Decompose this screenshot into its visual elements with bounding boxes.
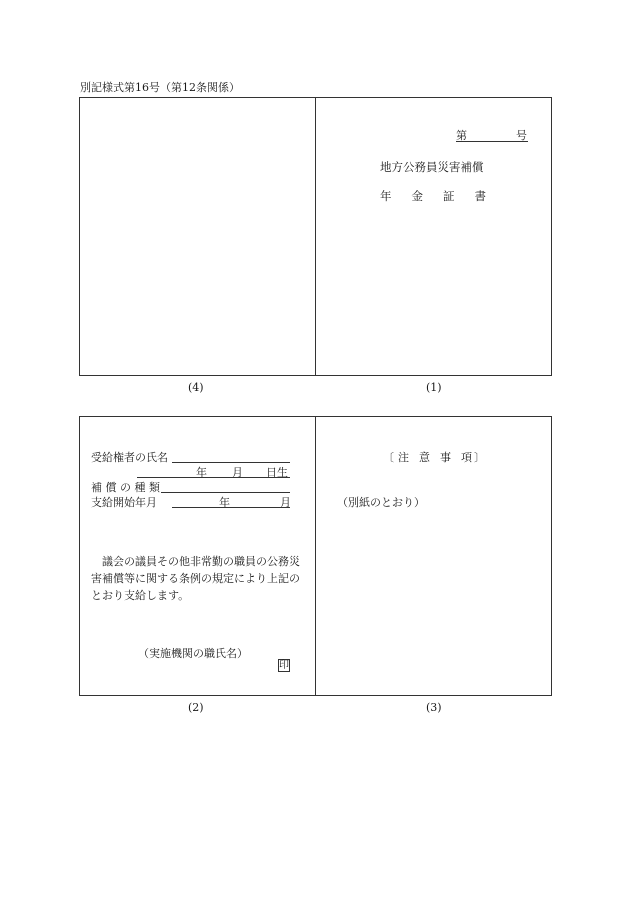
compensation-type-line (161, 492, 290, 493)
start-line (172, 507, 290, 508)
title-char: 年 (380, 189, 392, 203)
title-char: 書 (474, 189, 486, 203)
heading-char: 事 (440, 451, 451, 464)
notes-heading-close: 〕 (474, 451, 485, 464)
certificate-title-line1: 地方公務員災害補償 (380, 160, 484, 174)
agency-label: （実施機関の職氏名） (138, 647, 248, 660)
recipient-name-label: 受給権者の氏名 (91, 451, 168, 464)
caption-2: (2) (188, 701, 204, 714)
birth-year: 年 (196, 466, 207, 479)
caption-4: (4) (188, 381, 204, 394)
notes-text: （別紙のとおり） (337, 496, 425, 509)
caption-1: (1) (426, 381, 442, 394)
start-label: 支給開始年月 (91, 496, 157, 509)
number-underline (456, 141, 528, 142)
birth-date-line (137, 477, 290, 478)
compensation-type-label: 補 償 の 種 類 (91, 481, 160, 494)
title-char: 証 (443, 189, 455, 203)
birth-day: 日生 (266, 466, 288, 479)
notes-heading-open: 〔 (383, 451, 394, 464)
number-suffix: 号 (516, 129, 527, 142)
heading-char: 注 (398, 451, 409, 464)
start-month: 月 (280, 496, 291, 509)
heading-char: 意 (419, 451, 430, 464)
recipient-name-line (172, 462, 290, 463)
seal-box: 印 (279, 660, 289, 671)
caption-3: (3) (426, 701, 442, 714)
start-year: 年 (219, 496, 230, 509)
heading-char: 項 (461, 451, 472, 464)
certificate-title-line2 (380, 188, 486, 204)
title-char: 金 (411, 189, 423, 203)
top-sheet-divider (315, 97, 316, 376)
form-label: 別記様式第16号（第12条関係） (80, 81, 240, 94)
number-prefix: 第 (456, 129, 467, 142)
notes-heading (398, 449, 472, 465)
notice-text: 議会の議員その他非常勤の職員の公務災害補償等に関する条例の規定により上記のとおり支給します。 (91, 555, 300, 602)
bottom-sheet-divider (315, 416, 316, 696)
birth-month: 月 (232, 466, 243, 479)
